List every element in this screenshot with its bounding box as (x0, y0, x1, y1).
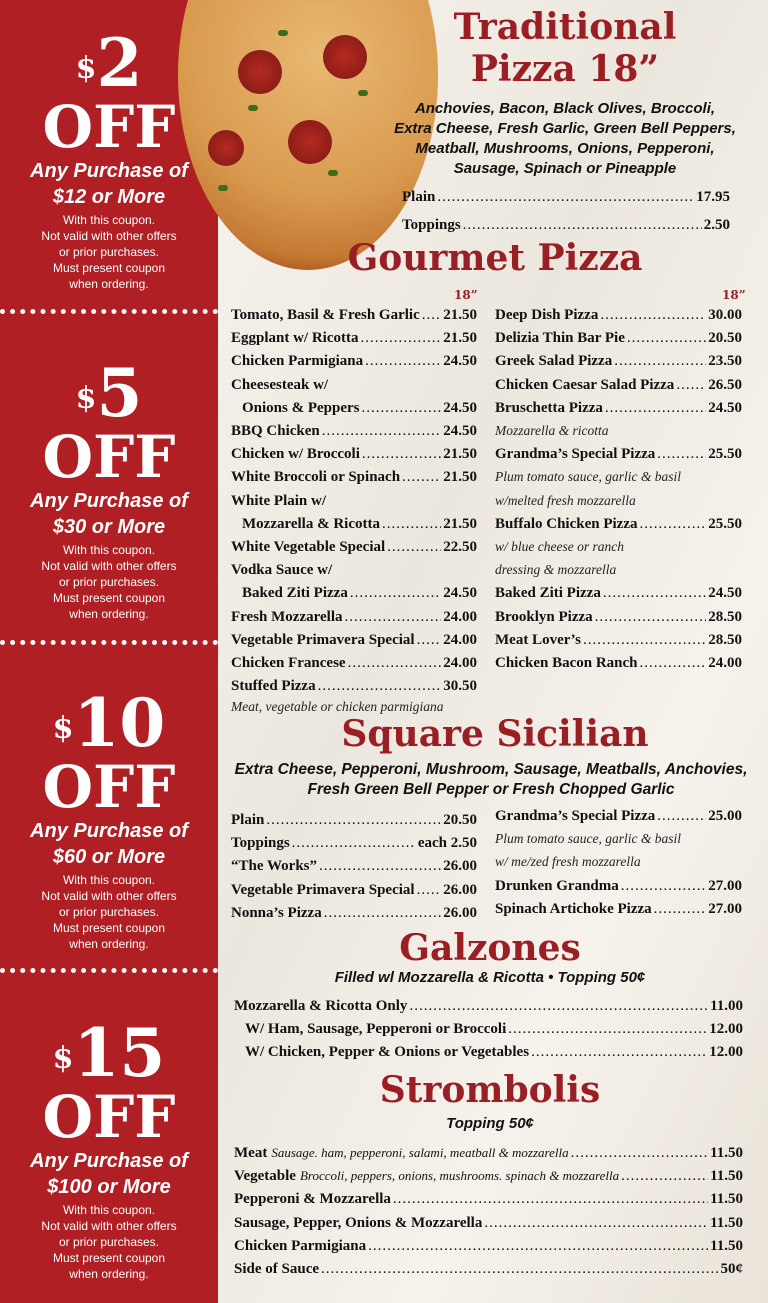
menu-item (231, 676, 477, 696)
item-price: 25.50 (708, 515, 742, 532)
coupon-amount-value: 2 (96, 24, 143, 102)
menu-item (231, 583, 477, 603)
item-name: Spinach Artichoke Pizza (495, 900, 652, 917)
item-description: Broccoli, peppers, onions, mushrooms. spinach & mozzarella (299, 1168, 620, 1184)
menu-item (231, 491, 477, 511)
menu-item (234, 1166, 743, 1186)
item-name: White Vegetable Special (231, 539, 386, 555)
gourmet-title: Gourmet Pizza (347, 237, 643, 279)
item-price: 26.00 (443, 904, 477, 921)
coupon-purchase-line2: $100 or More (47, 1176, 171, 1198)
menu-item (234, 1236, 743, 1256)
stuffed-pizza-desc: Meat, vegetable or chicken parmigiana (231, 699, 444, 714)
dot-leader (484, 1213, 708, 1233)
traditional-title (440, 6, 690, 90)
calzones-subtitle: Filled wl Mozzarella & Ricotta • Topping 50¢ (334, 969, 646, 986)
item-name: “The Works” (231, 858, 317, 875)
item-price: 24.00 (708, 655, 742, 671)
item-name: Nonna’s Pizza (231, 904, 322, 921)
coupon-fine-line: With this coupon. (62, 1203, 156, 1217)
dot-leader (508, 1019, 707, 1039)
dot-leader (600, 305, 706, 325)
dot-leader (657, 444, 706, 464)
item-name: W/ Chicken, Pepper & Onions or Vegetables (245, 1044, 530, 1060)
item-name: Deep Dish Pizza (495, 307, 599, 323)
dot-leader (437, 187, 694, 207)
dot-leader (348, 653, 442, 673)
item-price: 25.50 (708, 446, 742, 463)
menu-item (231, 560, 477, 580)
item-price: 24.50 (708, 399, 742, 416)
item-price: 23.50 (708, 353, 742, 370)
currency-symbol: $ (52, 1041, 74, 1076)
item-description: Plum tomato sauce, garlic & basil (495, 469, 681, 485)
dot-leader (402, 467, 441, 487)
coupon-amount-value: 5 (96, 354, 143, 432)
menu-item (231, 810, 477, 830)
menu-item (495, 398, 742, 418)
coupon-fine-line: Must present coupon (52, 591, 166, 605)
item-name: Stuffed Pizza (231, 678, 316, 695)
item-price: 17.95 (696, 189, 730, 205)
menu-item (495, 899, 742, 919)
coupon-fine-line: Must present coupon (52, 261, 166, 275)
toppings-line: Anchovies, Bacon, Black Olives, Broccoli, (414, 100, 716, 117)
item-name: BBQ Chicken (231, 423, 320, 439)
item-name: Tomato, Basil & Fresh Garlic (231, 307, 420, 323)
coupon-purchase-line2: $12 or More (52, 186, 166, 208)
dot-leader (422, 305, 442, 325)
dot-leader (657, 806, 706, 826)
dot-leader (393, 1189, 708, 1209)
item-price: 24.00 (443, 631, 477, 648)
dot-leader (362, 444, 441, 464)
toppings-line: Sausage, Spinach or Pineapple (453, 160, 677, 177)
currency-symbol: $ (75, 381, 97, 416)
item-price: 2.50 (703, 217, 730, 233)
coupon-10-off (0, 684, 218, 952)
toppings-line: Fresh Green Bell Pepper or Fresh Chopped Garlic (307, 781, 675, 798)
dot-leader (318, 676, 442, 696)
item-price: 21.50 (443, 469, 477, 486)
item-price: 21.50 (443, 446, 477, 463)
menu-item (495, 305, 742, 325)
coupon-amount-value: 15 (73, 1014, 166, 1092)
item-price: 26.00 (443, 881, 477, 898)
sicilian-title: Square Sicilian (341, 713, 649, 755)
item-price: 27.00 (708, 877, 742, 894)
item-price: each 2.50 (417, 835, 477, 852)
coupon-fine-line: when ordering. (69, 1267, 149, 1281)
coupon-fine-line: when ordering. (69, 937, 149, 951)
menu-item (231, 305, 477, 325)
coupon-purchase-line1: Any Purchase of (30, 1150, 188, 1172)
menu-item (231, 607, 477, 627)
coupon-fine-line: With this coupon. (62, 873, 156, 887)
dot-leader (621, 876, 706, 896)
dot-leader (387, 537, 441, 557)
item-price: 11.50 (710, 1191, 743, 1208)
menu-item (231, 630, 477, 650)
item-name: Cheesesteak w/ (231, 376, 329, 393)
item-name: Chicken Parmigiana (234, 1237, 367, 1254)
item-price: 21.50 (443, 330, 477, 347)
item-name: W/ Ham, Sausage, Pepperoni or Broccoli (245, 1021, 507, 1037)
coupon-purchase-line1: Any Purchase of (30, 490, 188, 512)
coupon-purchase-line1: Any Purchase of (30, 160, 188, 182)
coupon-fine-line: or prior purchases. (58, 905, 160, 919)
coupon-amount-value: 10 (73, 684, 166, 762)
dot-leader (583, 630, 706, 650)
menu-item (231, 351, 477, 371)
item-name: Baked Ziti Pizza (495, 585, 601, 602)
item-name: Bruschetta Pizza (495, 399, 603, 416)
dot-leader (382, 514, 441, 534)
dot-leader (368, 1236, 708, 1256)
menu-item (234, 1259, 743, 1279)
gourmet-size-label-right: 18” (722, 288, 746, 302)
item-name: Vegetable (234, 1168, 296, 1185)
dot-leader (621, 1166, 708, 1186)
dot-leader (603, 583, 706, 603)
menu-item (402, 215, 730, 235)
traditional-title-line1: Traditional (453, 6, 677, 48)
item-name: Chicken w/ Broccoli (231, 446, 360, 463)
menu-item (495, 514, 742, 534)
menu-item (231, 833, 477, 853)
item-name: Chicken Bacon Ranch (495, 655, 638, 671)
dot-leader (640, 514, 707, 534)
dot-leader (463, 215, 702, 235)
item-price: 26.00 (443, 858, 477, 875)
coupon-fine-line: Not valid with other offers (41, 889, 177, 903)
coupon-divider (0, 968, 218, 973)
traditional-toppings-list (390, 99, 740, 179)
item-description: Plum tomato sauce, garlic & basil (495, 831, 681, 847)
coupon-fine-line: or prior purchases. (58, 245, 160, 259)
coupon-15-off (0, 1014, 218, 1282)
item-description: Sausage. ham, pepperoni, salami, meatball & mozzarella (271, 1145, 569, 1160)
item-price: 24.50 (443, 423, 477, 439)
item-name: Mozzarella & Ricotta Only (234, 998, 408, 1014)
item-name: Vegetable Primavera Special (231, 881, 415, 898)
coupon-purchase-line1: Any Purchase of (30, 820, 188, 842)
coupon-divider (0, 640, 218, 645)
dot-leader (266, 810, 441, 830)
currency-symbol: $ (75, 51, 97, 86)
item-name: Onions & Peppers (242, 399, 360, 416)
item-price: 21.50 (443, 307, 477, 323)
coupon-amount (0, 684, 218, 762)
item-name: Toppings (402, 217, 461, 233)
menu-item (495, 607, 742, 627)
item-price: 12.00 (709, 1044, 743, 1060)
dot-leader (614, 351, 706, 371)
menu-item (495, 328, 742, 348)
coupon-fine-line: With this coupon. (62, 543, 156, 557)
item-name: Sausage, Pepper, Onions & Mozzarella (234, 1214, 483, 1231)
coupon-fine-line: With this coupon. (62, 213, 156, 227)
item-price: 27.00 (708, 900, 742, 917)
item-price: 50¢ (720, 1261, 743, 1277)
item-name: Eggplant w/ Ricotta (231, 330, 359, 347)
item-name: Drunken Grandma (495, 877, 619, 894)
coupon-purchase-line2: $60 or More (52, 846, 166, 868)
item-name: Chicken Francese (231, 655, 346, 671)
item-name: Side of Sauce (234, 1261, 320, 1277)
menu-item (231, 903, 477, 923)
item-name: Chicken Parmigiana (231, 353, 364, 370)
menu-item (234, 1143, 743, 1163)
coupon-fine-line: Not valid with other offers (41, 1219, 177, 1233)
coupon-fine-line: or prior purchases. (58, 575, 160, 589)
dot-leader (654, 899, 707, 919)
dot-leader (292, 833, 416, 853)
menu-item (495, 375, 742, 395)
item-price: 28.50 (708, 631, 742, 648)
menu-item (231, 856, 477, 876)
menu-item (234, 996, 743, 1016)
calzones-title: Galzones (399, 927, 581, 969)
item-name: White Plain w/ (231, 492, 327, 509)
toppings-line: Extra Cheese, Pepperoni, Mushroom, Sausage, Meatballs, Anchovies, (234, 761, 748, 778)
coupon-fine-line: when ordering. (69, 277, 149, 291)
item-name: Delizia Thin Bar Pie (495, 330, 625, 347)
coupon-fine-line: Must present coupon (52, 921, 166, 935)
menu-item (234, 1042, 743, 1062)
dot-leader (640, 653, 707, 673)
menu-item (495, 653, 742, 673)
item-price: 11.50 (710, 1214, 743, 1231)
item-price: 11.50 (710, 1168, 743, 1185)
item-price: 24.50 (708, 585, 742, 602)
menu-item (234, 1189, 743, 1209)
dot-leader (417, 630, 442, 650)
item-price: 24.50 (443, 353, 477, 370)
dot-leader (362, 398, 442, 418)
item-name: Fresh Mozzarella (231, 608, 343, 625)
item-price: 24.00 (443, 655, 477, 671)
item-name: Buffalo Chicken Pizza (495, 515, 638, 532)
item-name: Toppings (231, 835, 290, 852)
menu-item (402, 187, 730, 207)
menu-item (231, 880, 477, 900)
coupon-fine-line: Must present coupon (52, 1251, 166, 1265)
item-price: 12.00 (709, 1021, 743, 1037)
dot-leader (595, 607, 707, 627)
menu-item (231, 514, 477, 534)
coupon-fine-line: when ordering. (69, 607, 149, 621)
coupon-off-label: OFF (42, 753, 176, 821)
item-price: 20.50 (443, 812, 477, 828)
coupon-5-off (0, 354, 218, 622)
item-name: Vodka Sauce w/ (231, 562, 333, 579)
item-price: 25.00 (708, 808, 742, 824)
coupon-divider (0, 309, 218, 314)
item-name: Grandma’s Special Pizza (495, 808, 656, 824)
gourmet-size-label-left: 18” (454, 288, 478, 302)
item-name: Brooklyn Pizza (495, 608, 593, 625)
menu-item (495, 806, 742, 826)
item-name: Plain (402, 189, 436, 205)
item-price: 24.50 (443, 399, 477, 416)
coupon-purchase-line2: $30 or More (52, 516, 166, 538)
item-price: 22.50 (443, 539, 477, 555)
item-name: Plain (231, 812, 265, 828)
item-price: 28.50 (708, 608, 742, 625)
menu-item (495, 444, 742, 464)
menu-item (231, 467, 477, 487)
item-name: Pepperoni & Mozzarella (234, 1191, 391, 1208)
menu-item (231, 444, 477, 464)
coupon-fine-line: or prior purchases. (58, 1235, 160, 1249)
item-description: w/ me/zed fresh mozzarella (495, 854, 641, 870)
item-name: Baked Ziti Pizza (242, 585, 348, 602)
item-price: 24.00 (443, 608, 477, 625)
item-name: Chicken Caesar Salad Pizza (495, 376, 675, 393)
dot-leader (627, 328, 706, 348)
menu-item (495, 876, 742, 896)
toppings-line: Meatball, Mushrooms, Onions, Pepperoni, (415, 140, 715, 157)
coupon-fine-print (0, 1202, 218, 1282)
coupon-off-label: OFF (42, 423, 176, 491)
menu-item (495, 351, 742, 371)
coupon-fine-print (0, 542, 218, 622)
menu-item (495, 630, 742, 650)
item-description: w/ blue cheese or ranch (495, 539, 624, 554)
dot-leader (531, 1042, 707, 1062)
dot-leader (365, 351, 441, 371)
dot-leader (324, 903, 442, 923)
menu-item (231, 421, 477, 441)
dot-leader (322, 421, 441, 441)
item-description: dressing & mozzarella (495, 562, 617, 578)
item-price: 11.50 (710, 1145, 743, 1161)
item-name: Grandma’s Special Pizza (495, 446, 656, 463)
coupon-fine-line: Not valid with other offers (41, 229, 177, 243)
item-price: 11.50 (710, 1237, 743, 1254)
currency-symbol: $ (52, 711, 74, 746)
coupon-off-label: OFF (42, 1083, 176, 1151)
strombolis-subtitle: Topping 50¢ (446, 1115, 534, 1132)
coupon-off-label: OFF (42, 93, 176, 161)
menu-item (495, 583, 742, 603)
menu-item (234, 1213, 743, 1233)
item-name: Greek Salad Pizza (495, 353, 613, 370)
item-description: Mozzarella & ricotta (495, 423, 609, 438)
item-description: w/melted fresh mozzarella (495, 492, 636, 508)
coupon-fine-print (0, 872, 218, 952)
item-price: 30.00 (708, 307, 742, 323)
dot-leader (350, 583, 441, 603)
menu-item (231, 537, 477, 557)
item-name: Vegetable Primavera Special (231, 631, 415, 648)
dot-leader (571, 1143, 708, 1163)
dot-leader (361, 328, 442, 348)
item-price: 24.50 (443, 585, 477, 602)
dot-leader (605, 398, 706, 418)
item-price: 11.00 (710, 998, 743, 1014)
dot-leader (676, 375, 706, 395)
dot-leader (321, 1259, 718, 1279)
strombolis-title: Strombolis (379, 1069, 601, 1111)
coupon-fine-print (0, 212, 218, 292)
toppings-line: Extra Cheese, Fresh Garlic, Green Bell Peppers, (394, 120, 736, 137)
dot-leader (345, 607, 442, 627)
dot-leader (319, 856, 441, 876)
item-name: Meat Lover’s (495, 631, 581, 648)
item-price: 26.50 (708, 376, 742, 393)
item-name: Meat (234, 1145, 268, 1161)
item-name: Mozzarella & Ricotta (242, 515, 380, 532)
item-price: 21.50 (443, 515, 477, 532)
menu-item (231, 328, 477, 348)
item-price: 30.50 (443, 678, 477, 695)
coupon-amount (0, 1014, 218, 1092)
item-price: 20.50 (708, 330, 742, 347)
dot-leader (409, 996, 708, 1016)
item-name: White Broccoli or Spinach (231, 469, 401, 486)
sicilian-toppings-list (226, 760, 756, 800)
menu-item (231, 375, 477, 395)
menu-item (234, 1019, 743, 1039)
coupon-fine-line: Not valid with other offers (41, 559, 177, 573)
coupon-amount (0, 354, 218, 432)
menu-item (231, 398, 477, 418)
dot-leader (417, 880, 442, 900)
menu-item (231, 653, 477, 673)
traditional-title-line2: Pizza 18” (470, 48, 660, 90)
